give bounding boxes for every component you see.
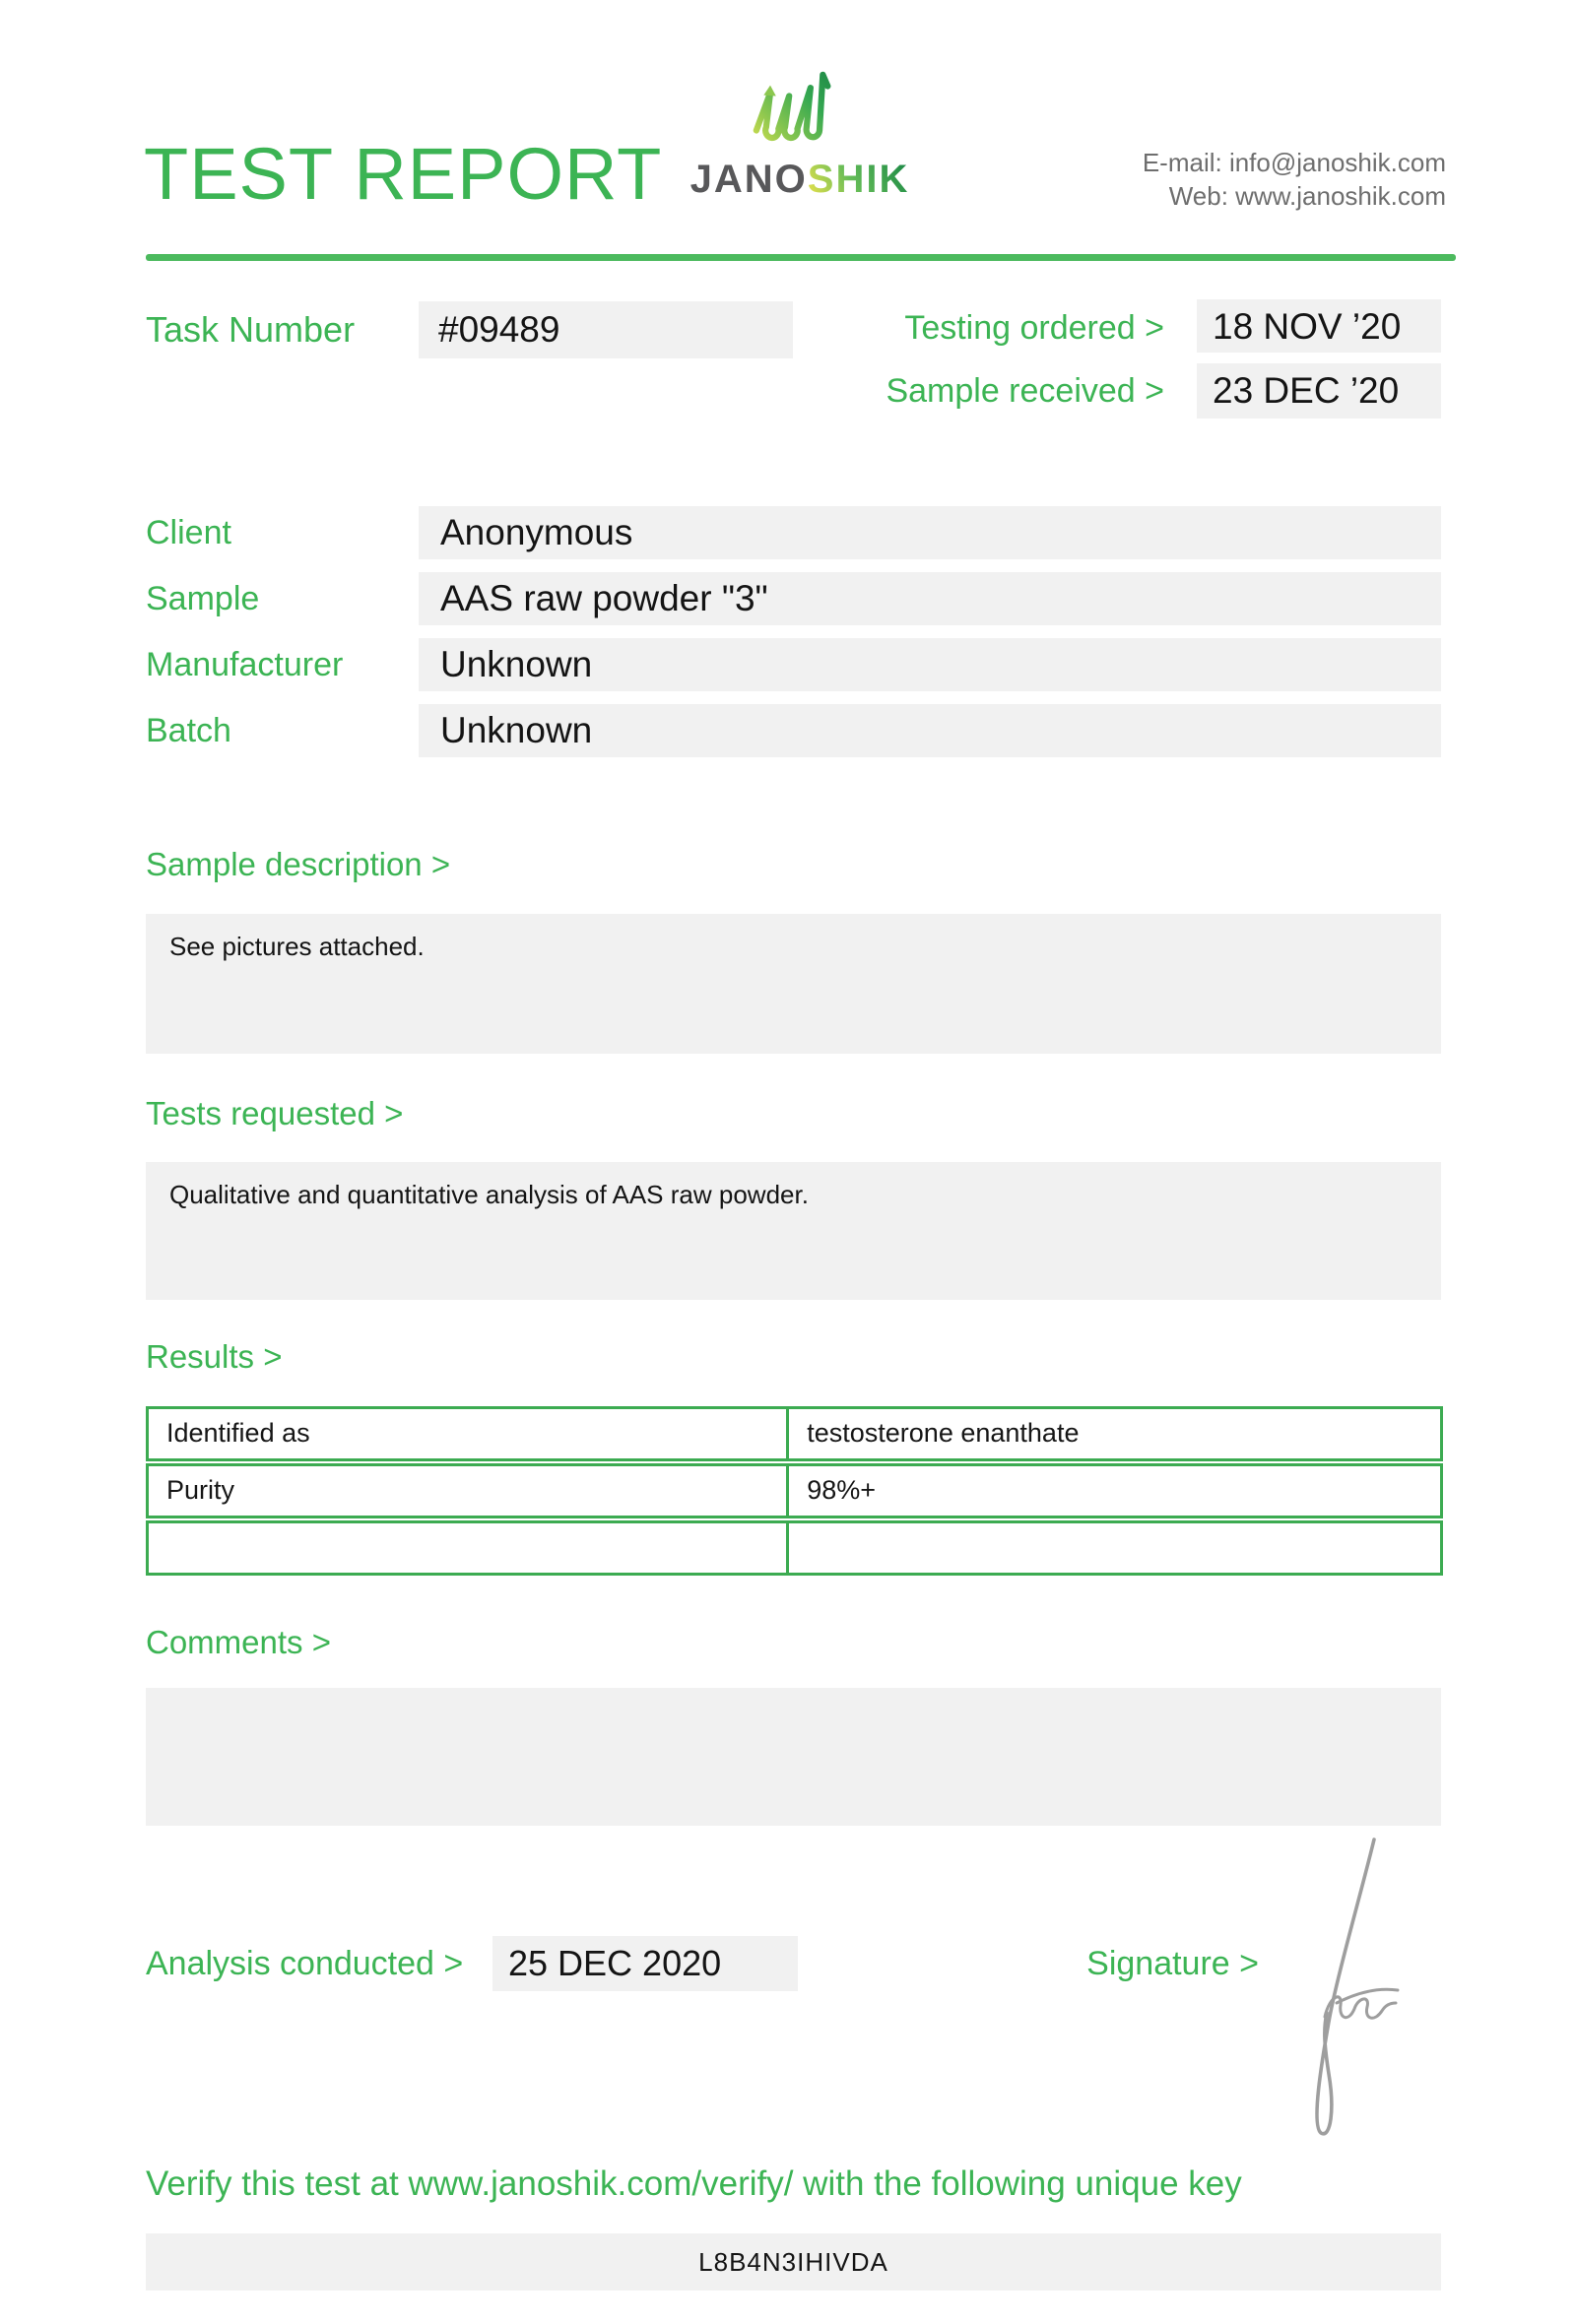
verify-instruction: Verify this test at www.janoshik.com/verify/ with the following unique key (146, 2164, 1242, 2203)
page-title: TEST REPORT (144, 133, 663, 215)
client-field (419, 506, 1441, 559)
comments-heading: Comments > (146, 1624, 331, 1660)
logo-wordmark-gray: JANO (690, 158, 808, 201)
tests-requested-text: Qualitative and quantitative analysis of AAS raw powder. (169, 1180, 809, 1209)
logo (678, 63, 922, 202)
analysis-conducted-label: Analysis conducted > (146, 1945, 464, 1982)
task-number-label: Task Number (146, 309, 356, 350)
results-row-empty (146, 1520, 1443, 1576)
contact-block (1143, 146, 1446, 213)
contact-web: Web: www.janoshik.com (1168, 181, 1446, 211)
testing-ordered-field (1197, 299, 1441, 353)
results-row-purity (146, 1463, 1443, 1518)
verify-key-box (146, 2233, 1441, 2291)
batch-field (419, 704, 1441, 757)
results-row-identified (146, 1406, 1443, 1461)
signature-scribble (1276, 1830, 1409, 2155)
sample-description-box (146, 914, 1441, 1054)
logo-wordmark (678, 158, 922, 202)
manufacturer-label: Manufacturer (146, 646, 344, 683)
logo-wordmark-green: SHIK (807, 158, 910, 201)
batch-value: Unknown (440, 710, 593, 750)
client-label: Client (146, 514, 231, 551)
testing-ordered-value: 18 NOV ’20 (1213, 306, 1402, 347)
results-cell-name (149, 1523, 789, 1573)
results-cell-value: 98%+ (807, 1475, 877, 1505)
sample-field (419, 572, 1441, 625)
results-cell-name: Identified as (149, 1409, 789, 1458)
analysis-conducted-field (492, 1936, 798, 1991)
results-heading: Results > (146, 1338, 283, 1375)
results-cell-value (789, 1523, 1440, 1573)
header-divider (146, 254, 1456, 261)
results-cell-name: Purity (149, 1466, 789, 1516)
batch-label: Batch (146, 712, 231, 749)
testing-ordered-label: Testing ordered > (904, 309, 1164, 347)
sample-value: AAS raw powder "3" (440, 578, 768, 618)
tests-requested-heading: Tests requested > (146, 1095, 404, 1131)
sample-received-label: Sample received > (886, 372, 1164, 410)
analysis-conducted-value: 25 DEC 2020 (508, 1943, 722, 1983)
task-number-value: #09489 (438, 309, 560, 350)
tests-requested-box (146, 1162, 1441, 1300)
task-number-field (419, 301, 793, 358)
verify-key-value: L8B4N3IHIVDA (698, 2247, 888, 2277)
comments-box (146, 1688, 1441, 1826)
sample-label: Sample (146, 580, 260, 617)
contact-email: E-mail: info@janoshik.com (1142, 148, 1446, 177)
sample-received-value: 23 DEC ’20 (1213, 370, 1400, 411)
manufacturer-value: Unknown (440, 644, 593, 684)
signature-label: Signature > (1086, 1945, 1259, 1982)
client-value: Anonymous (440, 512, 633, 552)
manufacturer-field (419, 638, 1441, 691)
results-table (146, 1406, 1443, 1578)
comments-text (146, 1688, 1441, 1719)
sample-description-heading: Sample description > (146, 846, 451, 882)
sample-description-text: See pictures attached. (169, 932, 425, 961)
results-cell-value: testosterone enanthate (807, 1418, 1080, 1448)
trend-chart-arrow-icon (751, 63, 849, 154)
sample-received-field (1197, 363, 1441, 419)
